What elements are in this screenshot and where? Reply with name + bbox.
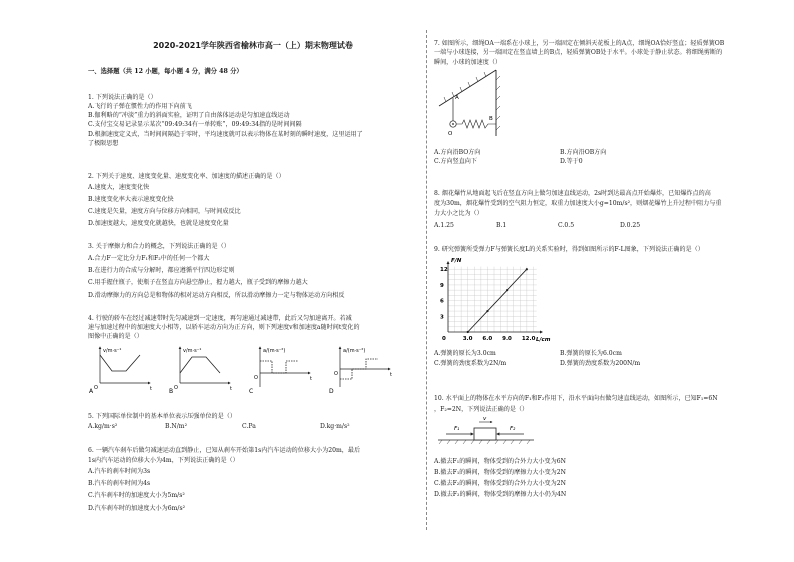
q1-option-d: D.根据速度定义式，当时间间隔趋于零时，平均速度就可以表示物体在某时刻的瞬时速度，这里运用了 — [88, 131, 363, 138]
q8-option-a: A.1.25 — [434, 222, 454, 229]
q3-stem: 3. 关于摩擦力和合力的概念，下列说法正确的是（） — [88, 243, 230, 250]
q1-option-c: C.支付宝交易记录显示某次“09:49:34有一单转账”，09:49:34指的是时间间隔 — [88, 121, 302, 128]
q3-option-b: B.在进行力的合成与分解时，都应遵循平行四边形定则 — [88, 267, 235, 274]
q4-a-label: A — [89, 388, 94, 395]
q4-b-axis-t: t — [230, 386, 232, 392]
q2-option-c: C.速度是矢量，速度方向与位移方向相同，与时间成反比 — [88, 208, 241, 215]
q9-option-d: D.弹簧的劲度系数为200N/m — [560, 360, 641, 367]
q9-y-arrow — [447, 261, 450, 264]
q6-stem-line2: 1s内汽车运动的位移大小为4m，下列说法正确的是（） — [88, 457, 239, 464]
q7-stem-line1: 7. 如图所示，细绳OA一端系在小球上，另一端固定在倾斜天花板上的A点，细绳OA恰好竖直；轻质弹簧OB — [434, 40, 725, 47]
q5-option-a: A.kg/m·s² — [88, 423, 118, 430]
q6-stem-line1: 6. 一辆汽车刹车后做匀减速运动直到静止，已知从刹车开始第1s内汽车运动的位移大小为20m，最后 — [88, 447, 361, 454]
q5-option-d: D.kg·m/s² — [320, 423, 350, 430]
q9-x-axis-label: L/cm — [536, 337, 551, 343]
q4-d-axis-t: t — [390, 372, 392, 378]
q8-stem-line2: 度为30m，烟花爆竹受到的空气阻力恒定，取重力加速度大小g=10m/s²，则烟花爆竹上升过程中阻力与重 — [434, 200, 722, 207]
q7-label-a: A — [455, 95, 459, 101]
q4-d-label: D — [329, 388, 334, 395]
q3-option-a: A.合力F一定比分力F₁和F₂中的任何一个都大 — [88, 255, 210, 262]
q4-b-label: B — [169, 388, 174, 395]
q4-a-origin: O — [94, 385, 98, 391]
q9-y-axis-label: F/N — [451, 258, 462, 264]
q1-option-a: A.飞行的子弹在惯性力的作用下向前飞 — [88, 103, 192, 110]
q8-stem-line1: 8. 烟花爆竹从地面起飞后在竖直方向上做匀加速直线运动，2s时到达最高点开始爆炸，已知爆炸点的高 — [434, 190, 711, 197]
q4-graph-b — [169, 347, 232, 395]
q4-a-axis-t: t — [150, 386, 152, 392]
q9-y-tick-label: 12 — [440, 267, 448, 274]
q9-data-point — [506, 289, 508, 291]
q9-origin-label: 0 — [442, 336, 446, 342]
q10-label-f2: F₂ — [510, 426, 516, 432]
q9-x-tick-label: 9.0 — [502, 336, 512, 342]
q9-data-point — [467, 331, 469, 333]
q2-stem: 2. 下列关于速度、速度变化量、速度变化率、加速度的描述正确的是（） — [88, 173, 285, 180]
q9-x-tick-label: 3.0 — [462, 336, 473, 342]
q9-stem: 9. 研究弹簧所受弹力F与弹簧长度L的关系实验时，得到如图所示的F-L图象，下列说法正确的是（） — [434, 246, 704, 253]
q9-option-b: B.弹簧的原长为6.0cm — [560, 350, 622, 357]
column-divider — [426, 30, 427, 530]
q4-a-axis-v: v/m·s⁻¹ — [103, 348, 122, 354]
q6-option-c: C.汽车刹车时的加速度大小为5m/s² — [88, 492, 185, 499]
q4-a-curve — [100, 355, 140, 371]
q4-graph-d — [329, 347, 392, 395]
q9-y-tick-label: 6 — [440, 298, 444, 305]
q5-option-c: C.Pa — [242, 423, 256, 430]
q8-stem-line3: 力大小之比为（） — [434, 210, 483, 217]
q4-d-axis-a: a/(m·s⁻²) — [343, 348, 366, 354]
q2-option-b: B.速度变化率大表示速度变化快 — [88, 196, 174, 203]
q4-b-origin: O — [174, 385, 178, 391]
q9-y-tick-label: 3 — [440, 314, 444, 321]
q9-chart — [434, 254, 554, 346]
page-title: 2020-2021学年陕西省榆林市高一（上）期末物理试卷 — [153, 41, 353, 50]
q9-data-point — [526, 268, 528, 270]
q1-option-b: B.伽利略的“冲淡”重力的斜面实验，证明了自由落体运动是匀加速直线运动 — [88, 112, 290, 119]
q9-x-tick-label: 12.0 — [521, 336, 536, 342]
q6-option-a: A.汽车的刹车时间为3s — [88, 468, 151, 475]
q10-option-a: A.撤去F₁的瞬间，物体受到的合外力大小变为6N — [434, 458, 566, 465]
q3-option-c: C.用手握住瓶子，使瓶子在竖直方向悬空静止，握力越大，瓶子受到的摩擦力越大 — [88, 279, 308, 286]
q9-option-c: C.弹簧的劲度系数为2N/m — [434, 360, 507, 367]
q4-stem-line3: 图像中正确的是（） — [88, 333, 143, 340]
q7-stem-line3: 瞬间，小球的加速度（） — [434, 59, 502, 66]
q4-c-axis-t: t — [310, 376, 312, 382]
q7-option-d: D.等于0 — [560, 158, 583, 165]
q10-label-v: v — [483, 416, 487, 422]
q9-data-point — [486, 310, 488, 312]
q4-graph-c — [249, 347, 312, 395]
q7-option-b: B.方向沿OB方向 — [560, 149, 607, 156]
q10-option-b: B.撤去F₁的瞬间，物体受到的摩擦力大小变为2N — [434, 469, 566, 476]
q4-graph-a — [89, 347, 152, 395]
q4-b-curve — [180, 357, 220, 373]
q10-option-d: D.撤去F₂的瞬间，物体受到的摩擦力大小仍为4N — [434, 491, 567, 498]
q10-label-f1: F₁ — [454, 426, 460, 432]
q10-stem-line2: ，F₂=2N，下列说法正确的是（） — [434, 406, 529, 413]
q6-option-d: D.汽车刹车时的加速度大小为6m/s² — [88, 505, 186, 512]
q10-stem-line1: 10. 水平面上的物体在水平方向的F₁和F₂作用下，沿水平面向右做匀速直线运动，如图所示，已知F₁=6N — [434, 395, 718, 402]
q3-option-d: D.滑动摩擦力的方向总是和物体的相对运动方向相反，所以滑动摩擦力一定与物体运动方向相反 — [88, 292, 345, 299]
q4-stem-line2: 速与加速过程中的加速度大小相等，以轿车运动方向为正方向，则下列速度v和加速度a随时间t变化的 — [88, 324, 360, 331]
q7-figure — [434, 66, 564, 138]
q7-label-b: B — [489, 116, 493, 122]
q6-option-b: B.汽车的刹车时间为4s — [88, 480, 151, 487]
q4-c-curve — [260, 361, 298, 373]
q9-option-a: A.弹簧的原长为3.0cm — [434, 350, 496, 357]
q7-stem-line2: 一端与小球连接，另一端固定在竖直墙上的B点，轻质弹簧OB处于水平。小球处于静止状态。将细绳剪断的 — [434, 49, 723, 56]
q9-x-arrow — [540, 331, 543, 334]
q10-option-c: C.撤去F₂的瞬间，物体受到的合外力大小变为2N — [434, 480, 566, 487]
q9-x-tick-label: 6.0 — [482, 336, 493, 342]
q9-axes — [447, 261, 544, 334]
q7-option-a: A.方向沿BO方向 — [434, 149, 481, 156]
q1-option-d-cont: 了极限思想 — [88, 140, 119, 147]
q4-c-origin: O — [254, 375, 258, 381]
q1-stem: 1. 下列说法正确的是（） — [88, 94, 157, 101]
section-heading: 一、选择题（共 12 小题，每小题 4 分，满分 48 分） — [88, 68, 243, 75]
q2-option-a: A.速度大，速度变化快 — [88, 184, 150, 191]
q4-stem-line1: 4. 行驶的轿车在经过减速带时先匀减速到一定速度，再匀速通过减速带，此后又匀加速离开。若减 — [88, 315, 352, 322]
q5-stem: 5. 下列国际单位制中的基本单位表示压强单位的是（） — [88, 413, 236, 420]
q10-figure — [434, 414, 544, 446]
q9-grid — [448, 267, 537, 332]
q8-option-b: B.1 — [496, 222, 507, 229]
q8-option-c: C.0.5 — [558, 222, 575, 229]
q10-block — [474, 428, 496, 440]
q7-option-c: C.方向竖直向下 — [434, 158, 477, 165]
q4-d-origin: O — [334, 371, 338, 377]
q8-option-d: D.0.25 — [620, 222, 641, 229]
q4-c-axis-a: a/(m·s⁻²) — [263, 348, 286, 354]
q4-graph-options — [88, 343, 418, 398]
q4-c-label: C — [249, 388, 254, 395]
q7-label-o: O — [448, 131, 453, 137]
q9-y-tick-label: 9 — [440, 282, 444, 289]
q4-b-axis-v: v/m·s⁻¹ — [183, 348, 202, 354]
q2-option-d: D.加速度越大，速度变化就越快，也就是速度变化量 — [88, 220, 229, 227]
q5-option-b: B.N/m² — [165, 423, 188, 430]
